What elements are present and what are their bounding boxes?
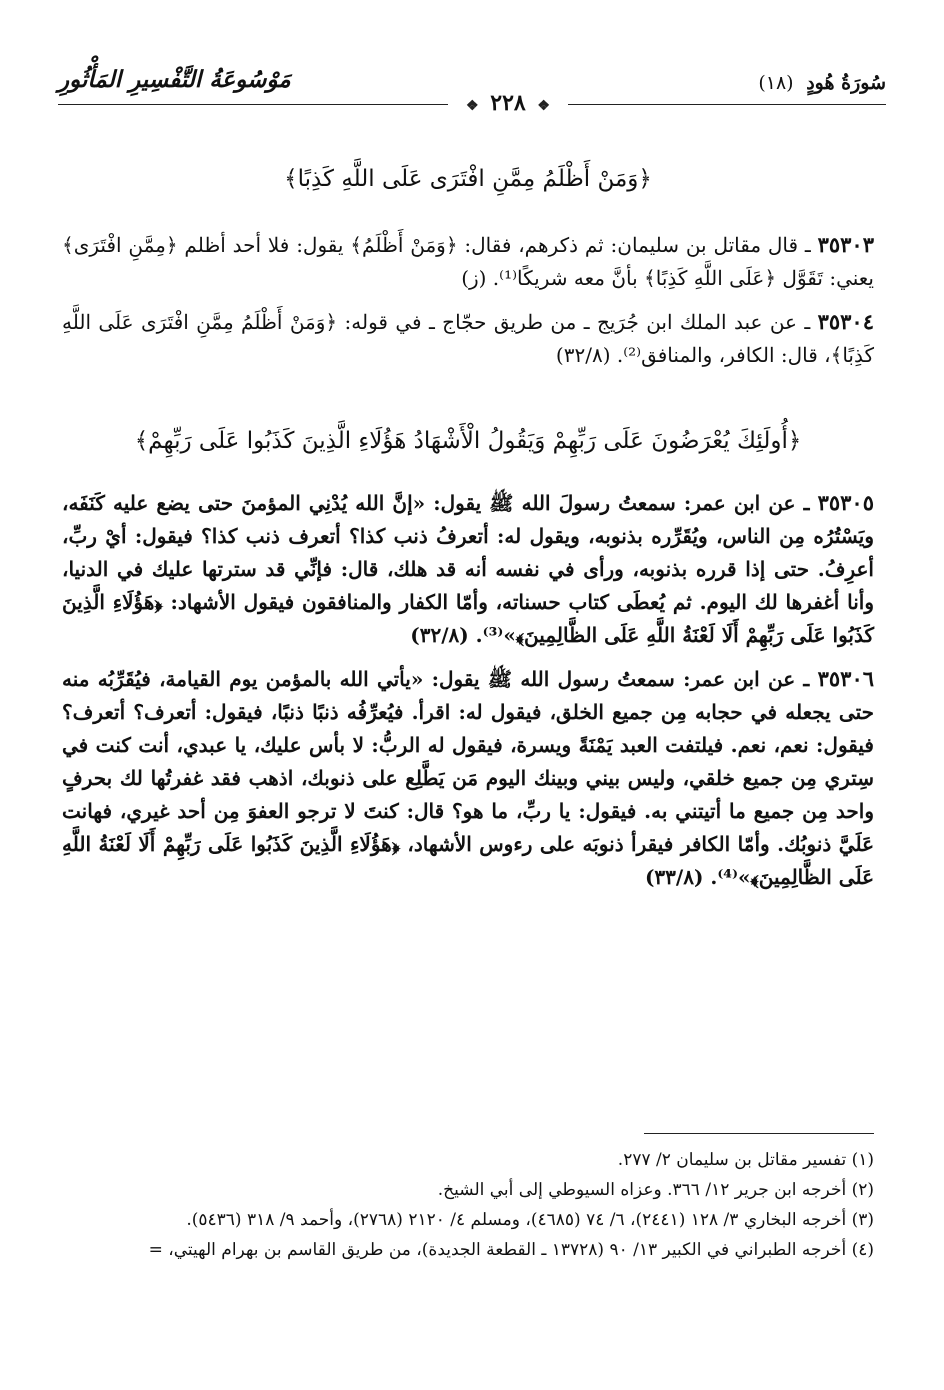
narration-entry (62, 228, 874, 295)
entry-text: ـ عن عبد الملك ابن جُرَيج ـ من طريق حجّاج ـ في قوله: ﴿وَمَنْ أَظْلَمُ مِمَّنِ افْتَرَى عَلَى اللَّهِ كَذِبًا﴾، قال: الكافر، والمنافق⁽²⁾. (٣٢/٨) (62, 310, 874, 367)
narration-entry (62, 662, 874, 894)
entry-text: ـ عن ابن عمر: سمعتُ رسولَ الله ﷺ يقول: «إنَّ الله يُدْنِي المؤمنَ حتى يضع عليه كَنَفَه، ويَسْتُرُه مِن الناس، ويُقَرِّره بذنوبه، ويقول له: أتعرفُ ذنب كذا؟ أتعرف ذنب كذا؟ فيقول: أيْ ربِّ، أعرِفُ. حتى إذا قرره بذنوبه، ورأى في نفسه أنه قد هلك، قال: فإنِّي قد سترتها عليك في الدنيا، وأنا أغفرها لك اليوم. ثم يُعطَى كتاب حسناته، وأمّا الكفار والمنافقون فيقول الأشهاد: ﴿هَؤُلَاءِ الَّذِينَ كَذَبُوا عَلَى رَبِّهِمْ أَلَا لَعْنَةُ اللَّهِ عَلَى الظَّالِمِينَ﴾»⁽³⁾. (٣٢/٨) (62, 491, 874, 647)
entry-number: ٣٥٣٠٥ (817, 490, 874, 515)
entry-number: ٣٥٣٠٦ (817, 666, 875, 691)
sura-heading (758, 72, 886, 94)
narration-entry (62, 305, 874, 372)
page-number-box (448, 90, 568, 116)
footnote: (٣) أخرجه البخاري ٣/ ١٢٨ (٢٤٤١)، ٦/ ٧٤ (٤٦٨٥)، ومسلم ٤/ ٢١٢٠ (٢٧٦٨)، وأحمد ٩/ ٣١٨ (٥٤٣٦). (186, 1210, 874, 1230)
page-number: ٢٢٨ (490, 90, 526, 116)
book-title: مَوْسُوعَةُ التَّفْسِيرِ المَأْثُورِ (58, 66, 291, 93)
entry-text: ـ قال مقاتل بن سليمان: ثم ذكرهم، فقال: ﴿وَمَنْ أَظْلَمُ﴾ يقول: فلا أحد أظلم ﴿مِمَّنِ افْتَرَى﴾ يعني: تَقَوَّل ﴿عَلَى اللَّهِ كَذِبًا﴾ بأنَّ معه شريكًا⁽¹⁾. (ز) (62, 233, 874, 290)
ornament-icon: ❖ (537, 98, 550, 114)
quran-verse-heading: ﴿وَمَنْ أَظْلَمُ مِمَّنِ افْتَرَى عَلَى اللَّهِ كَذِبًا﴾ (284, 166, 652, 192)
footnote-separator (644, 1133, 874, 1134)
sura-number: (١٨) (758, 72, 794, 94)
footnote: (٤) أخرجه الطبراني في الكبير ١٣/ ٩٠ (١٣٧٢٨ ـ القطعة الجديدة)، من طريق القاسم بن بهرام الهيتي، = (148, 1240, 874, 1260)
footnote: (١) تفسير مقاتل بن سليمان ٢/ ٢٧٧. (617, 1150, 874, 1170)
entry-number: ٣٥٣٠٤ (817, 309, 874, 334)
entry-text: ـ عن ابن عمر: سمعتُ رسول الله ﷺ يقول: «يأتي الله بالمؤمن يوم القيامة، فيُقَرِّبُه منه حتى يجعله في حجابه مِن جميع الخلق، فيقول له: اقرأ. فيُعرِّفُه ذنبًا ذنبًا، فيقول: أتعرف؟ أتعرف؟ فيقول: نعم، نعم. فيلتفت العبد يَمْنَةً ويسرة، فيقول له الربُّ: لا بأس عليك، يا عبدي، أنت كنت في سِتري مِن جميع خلقي، وليس بيني وبينك اليوم مَن يَطَّلِع على ذنوبك، اذهب فقد غفرتُها لك بحرفٍ واحد مِن جميع ما أتيتني به. فيقول: يا ربِّ، ما هو؟ قال: كنتَ لا ترجو العفوَ مِن أحد غيري، فهانت عَلَيَّ ذنوبُك. وأمّا الكافر فيقرأ ذنوبَه على رءوس الأشهاد، ﴿هَؤُلَاءِ الَّذِينَ كَذَبُوا عَلَى رَبِّهِمْ أَلَا لَعْنَةُ اللَّهِ عَلَى الظَّالِمِينَ﴾»⁽⁴⁾. (٣٣/٨) (62, 667, 874, 889)
footnote: (٢) أخرجه ابن جرير ١٢/ ٣٦٦. وعزاه السيوطي إلى أبي الشيخ. (437, 1180, 874, 1200)
sura-label: سُورَةُ هُودٍ (806, 72, 886, 94)
main-content (62, 160, 874, 894)
running-header (58, 60, 886, 122)
ornament-icon: ❖ (466, 98, 479, 114)
narration-entry (62, 486, 874, 652)
footnotes (62, 1145, 874, 1265)
entry-number: ٣٥٣٠٣ (817, 232, 874, 257)
quran-verse-heading: ﴿أُولَئِكَ يُعْرَضُونَ عَلَى رَبِّهِمْ وَيَقُولُ الْأَشْهَادُ هَؤُلَاءِ الَّذِينَ كَذَبُوا عَلَى رَبِّهِمْ﴾ (134, 428, 802, 454)
